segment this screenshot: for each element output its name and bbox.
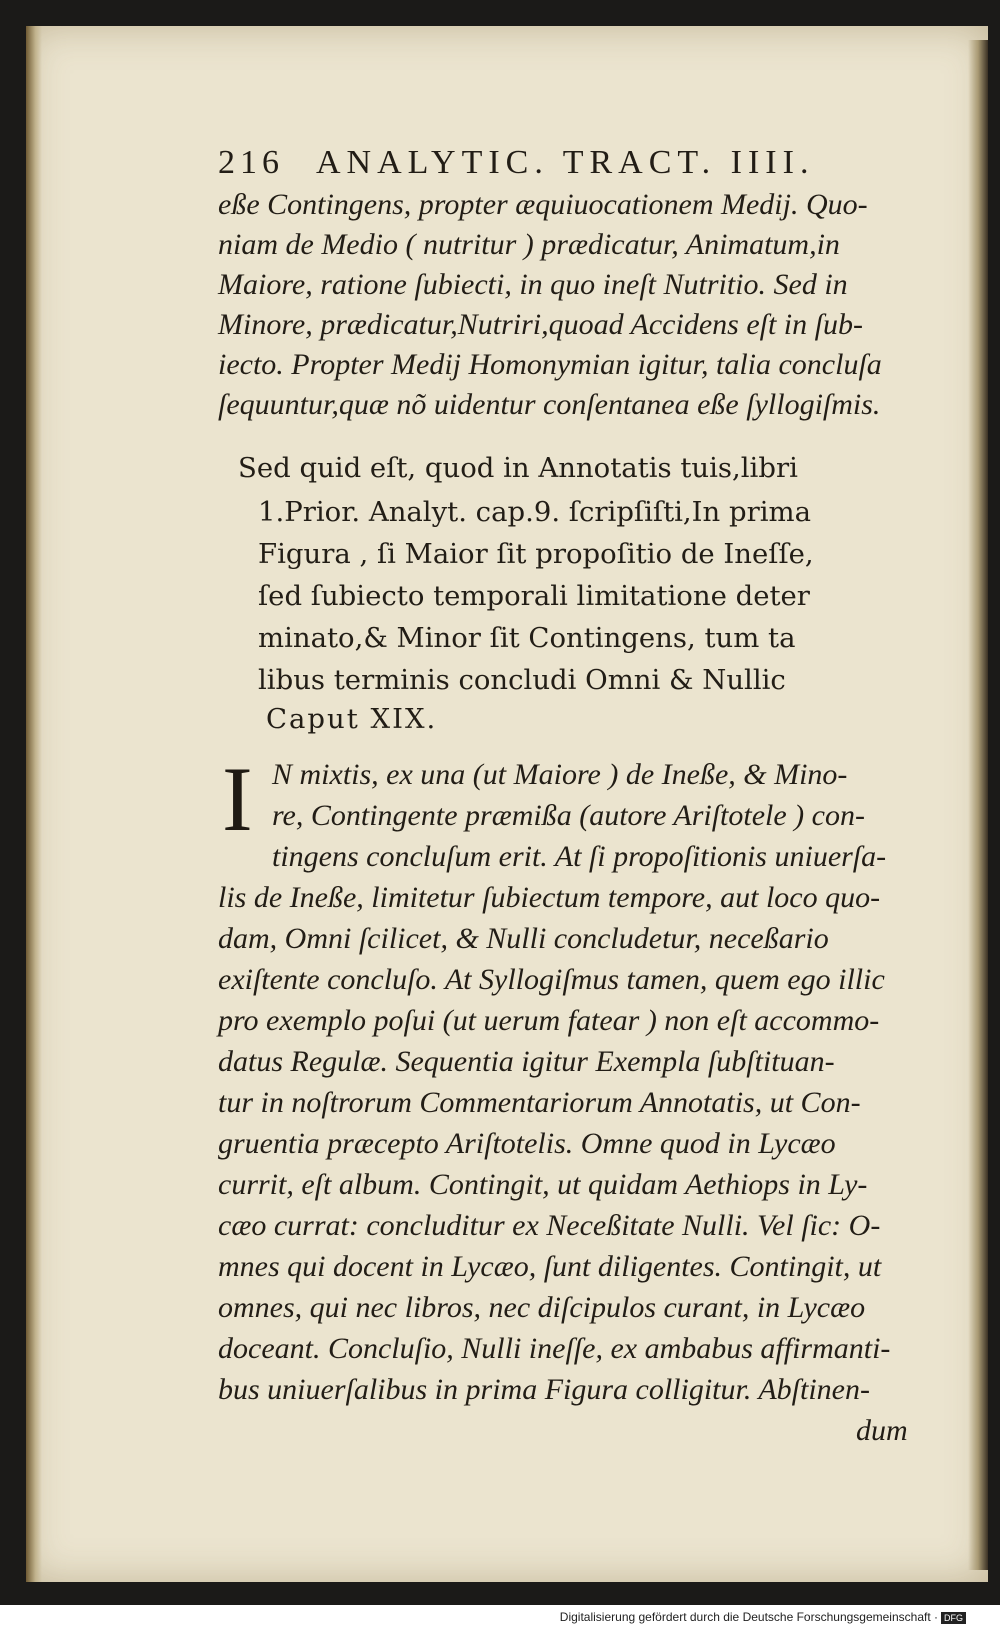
text-line: gruentia præcepto Ariſtotelis. Omne quod in Lycæo [218, 1127, 836, 1160]
question-line: ſed ſubiecto temporali limitatione deter [258, 580, 810, 612]
text-line: cæo currat: concluditur ex Neceßitate Nulli. Vel ſic: O‑ [218, 1209, 881, 1242]
digitization-credit [560, 1610, 966, 1624]
chapter-heading: Caput XIX. [266, 703, 438, 735]
text-line: currit, eſt album. Contingit, ut quidam Aethiops in Ly‑ [218, 1168, 868, 1201]
text-line: eße Contingens, propter æquiuocationem Medij. Quo‑ [218, 188, 868, 221]
text-line: niam de Medio ( nutritur ) prædicatur, Animatum,in [218, 228, 840, 261]
text-line: Maiore, ratione ſubiecti, in quo ineſt Nutritio. Sed in [218, 268, 848, 301]
text-line: doceant. Concluſio, Nulli ineſſe, ex ambabus affirmanti‑ [218, 1332, 891, 1365]
text-line: omnes, qui nec libros, nec diſcipulos curant, in Lycæo [218, 1291, 866, 1324]
text-line: bus uniuerſalibus in prima Figura colligitur. Abſtinen‑ [218, 1373, 870, 1406]
page-gutter-shadow [26, 26, 42, 1582]
running-title: ANALYTIC. TRACT. IIII. [316, 144, 815, 181]
text-line: re, Contingente præmißa (autore Ariſtotele ) con‑ [272, 799, 865, 832]
text-line: dam, Omni ſcilicet, & Nulli concludetur, neceßario [218, 922, 829, 955]
text-line: exiſtente concluſo. At Syllogiſmus tamen, quem ego illic [218, 963, 885, 996]
catchword: dum [856, 1414, 908, 1447]
text-line: Minore, prædicatur,Nutriri,quoad Accidens eſt in ſub‑ [218, 308, 863, 341]
page-number: 216 [218, 144, 284, 181]
text-line: tingens concluſum erit. At ſi propoſitionis uniuerſa‑ [272, 840, 887, 873]
text-line: N mixtis, ex una (ut Maiore ) de Ineße, & Mino‑ [272, 758, 848, 791]
question-line: Sed quid eſt, quod in Annotatis tuis,libri [238, 452, 798, 484]
text-line: mnes qui docent in Lycæo, ſunt diligentes. Contingit, ut [218, 1250, 882, 1283]
page-fore-edge [968, 40, 988, 1570]
text-line: pro exemplo poſui (ut uerum fatear ) non eſt accommo‑ [218, 1004, 880, 1037]
drop-cap: I [222, 748, 253, 850]
text-line: lis de Ineße, limitetur ſubiectum tempore, aut loco quo‑ [218, 881, 881, 914]
text-line: tur in noſtrorum Commentariorum Annotatis, ut Con‑ [218, 1086, 861, 1119]
credit-text: Digitalisierung gefördert durch die Deutsche Forschungsgemeinschaft · [559, 1610, 938, 1624]
text-line: ſequuntur,quæ nõ uidentur conſentanea eße ſyllogiſmis. [218, 388, 881, 421]
question-line: 1.Prior. Analyt. cap.9. ſcripſiſti,In prima [258, 496, 811, 528]
dfg-logo-icon: DFG [941, 1612, 966, 1624]
text-line: iecto. Propter Medij Homonymian igitur, talia concluſa [218, 348, 882, 381]
question-line: minato,& Minor ſit Contingens, tum ta [258, 622, 796, 654]
question-line: libus terminis concludi Omni & Nullic [258, 664, 786, 696]
text-line: datus Regulæ. Sequentia igitur Exempla ſubſtituan‑ [218, 1045, 835, 1078]
question-line: Figura , ſi Maior ſit propoſitio de Ineſſe, [258, 538, 814, 570]
